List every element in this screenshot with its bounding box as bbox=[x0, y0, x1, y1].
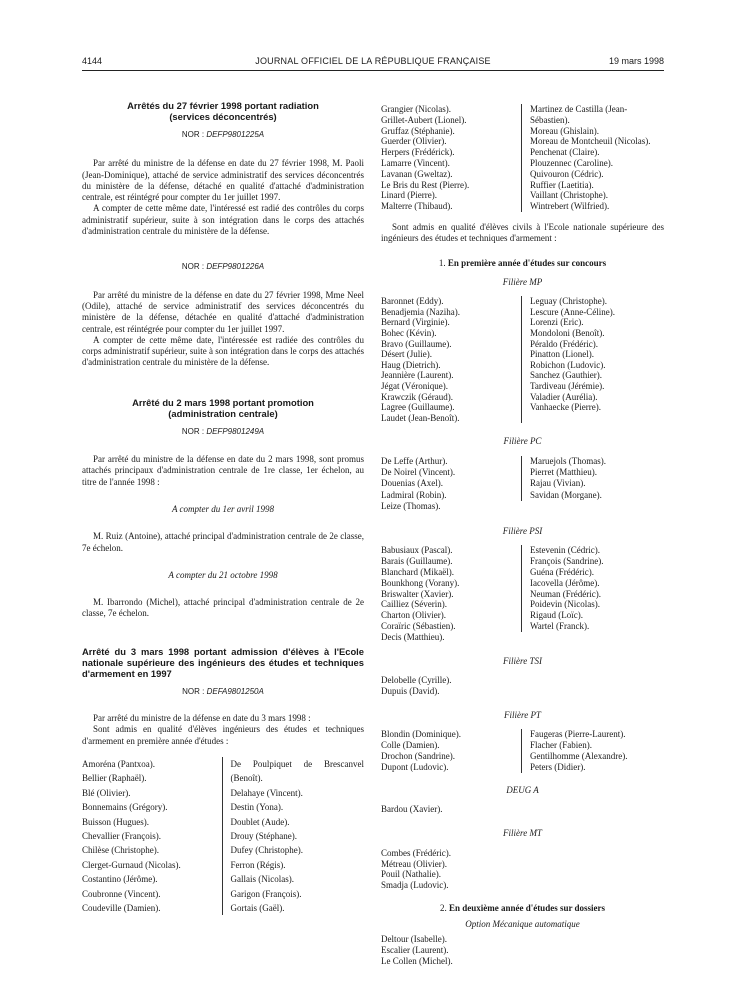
list-item: Quivouron (Cédric). bbox=[530, 168, 604, 179]
left-column bbox=[82, 100, 364, 915]
paragraph: M. Ruiz (Antoine), attaché principal d'administration centrale de 2e classe, 7e échelon. bbox=[82, 531, 364, 553]
list-item: Savidan (Morgane). bbox=[530, 489, 602, 500]
nor-code: DEFP9801225A bbox=[206, 130, 265, 139]
list-item: Guerder (Olivier). bbox=[381, 136, 447, 147]
section-number: 2. bbox=[439, 903, 447, 914]
names-column bbox=[381, 104, 515, 212]
names-column bbox=[82, 757, 216, 915]
list-item: Rigaud (Loïc). bbox=[530, 610, 583, 621]
list-item: François (Sandrine). bbox=[530, 555, 604, 566]
list-item: Ferron (Régis). bbox=[230, 859, 286, 870]
paragraph: M. Ibarrondo (Michel), attaché principal d'administration centrale de 2e classe, 7e échelon. bbox=[82, 597, 364, 619]
list-item: Bravo (Guillaume). bbox=[381, 338, 452, 349]
section-number: 1. bbox=[438, 257, 446, 268]
list-item: Dufey (Christophe). bbox=[230, 845, 303, 856]
section-heading bbox=[381, 258, 664, 269]
list-item: Le Collen (Michel). bbox=[381, 955, 453, 966]
list-item: Sanchez (Gauthier). bbox=[530, 370, 602, 381]
names-column bbox=[381, 729, 515, 773]
list-item: Ladmiral (Robin). bbox=[381, 489, 447, 500]
list-item: Barais (Guillaume). bbox=[381, 555, 453, 566]
list-item: Herpers (Frédérick). bbox=[381, 147, 455, 158]
list-item: Faugeras (Pierre-Laurent). bbox=[530, 729, 626, 740]
list-item: Jeannière (Laurent). bbox=[381, 370, 454, 381]
nor-reference bbox=[82, 426, 364, 437]
list-item: Drouy (Stéphane). bbox=[230, 830, 297, 841]
nor-reference bbox=[82, 261, 364, 272]
list-item: Grangier (Nicolas). bbox=[381, 104, 451, 114]
names-list bbox=[381, 729, 664, 773]
list-item: Plouzennec (Caroline). bbox=[530, 157, 613, 168]
date-subheading: A compter du 1er avril 1998 bbox=[171, 503, 275, 514]
article-2-title: Arrêté du 2 mars 1998 portant promotion (administration centrale) bbox=[132, 396, 314, 419]
page-header bbox=[82, 56, 664, 70]
list-item: Martinez de Castilla (Jean-Sébastien). bbox=[530, 104, 628, 125]
list-item: Combes (Frédéric). bbox=[381, 847, 451, 858]
list-item: Douenias (Axel). bbox=[381, 478, 443, 489]
list-item: Buisson (Hugues). bbox=[82, 816, 149, 827]
names-list bbox=[381, 675, 664, 697]
list-item: Laudet (Jean-Benoît). bbox=[381, 412, 460, 423]
names-column bbox=[521, 296, 664, 423]
list-item: Lescure (Anne-Céline). bbox=[530, 306, 615, 317]
list-item: Delahaye (Vincent). bbox=[230, 787, 303, 798]
list-item: Destin (Yona). bbox=[230, 802, 284, 813]
article-3-title: Arrêté du 3 mars 1998 portant admission d'élèves à l'Ecole nationale supérieure des ingénieurs des études et techniques d'armement en 1997 bbox=[82, 645, 364, 679]
list-item: Escalier (Laurent). bbox=[381, 944, 449, 955]
filiere-label: DEUG A bbox=[506, 785, 539, 796]
list-item: Le Bris du Rest (Pierre). bbox=[381, 179, 470, 190]
names-column bbox=[521, 456, 664, 502]
list-item: Benadjemia (Naziha). bbox=[381, 306, 460, 317]
list-item: Estevenin (Cédric). bbox=[530, 544, 600, 555]
nor-label: NOR : bbox=[181, 426, 205, 436]
paragraph: Par arrêté du ministre de la défense en date du 27 février 1998, M. Paoli (Jean-Dominique), attaché de service administratif des services déconcentrés du ministère de la défense, détaché en qualité d'attaché d'administration centrale, est réintégré pour compter du 1er juillet 1997. bbox=[82, 158, 364, 203]
list-item: Chilèse (Christophe). bbox=[82, 845, 159, 856]
names-list bbox=[381, 934, 664, 967]
nor-reference bbox=[82, 686, 364, 697]
list-item: Vanhaecke (Pierre). bbox=[530, 402, 601, 413]
paragraph: Sont admis en qualité d'élèves ingénieurs des études et techniques d'armement en première année d'études : bbox=[82, 724, 364, 746]
names-column bbox=[521, 729, 664, 773]
list-item: Briswalter (Xavier). bbox=[381, 588, 454, 599]
list-item: Métreau (Olivier). bbox=[381, 858, 447, 869]
nor-reference bbox=[82, 129, 364, 140]
nor-code: DEFP9801249A bbox=[206, 426, 265, 436]
date-subheading: A compter du 21 octobre 1998 bbox=[168, 569, 278, 580]
right-column bbox=[381, 104, 664, 967]
article-1-title: Arrêtés du 27 février 1998 portant radiation (services déconcentrés) bbox=[127, 100, 319, 122]
article-1-title-wrap bbox=[82, 100, 364, 122]
issue-date: 19 mars 1998 bbox=[608, 56, 664, 66]
list-item: Coubronne (Vincent). bbox=[82, 888, 161, 899]
nor-label: NOR : bbox=[181, 130, 205, 139]
list-item: Bounkhong (Vorany). bbox=[381, 577, 460, 588]
list-item: Coudeville (Damien). bbox=[82, 902, 161, 913]
list-item: Bellier (Raphaël). bbox=[82, 773, 147, 784]
section-title: En deuxième année d'études sur dossiers bbox=[448, 903, 606, 914]
list-item: Wartel (Franck). bbox=[530, 621, 590, 632]
list-item: Cailliez (Séverin). bbox=[381, 599, 447, 610]
list-item: Neuman (Frédéric). bbox=[530, 588, 601, 599]
names-column bbox=[381, 456, 515, 513]
list-item: Delobelle (Cyrille). bbox=[381, 675, 452, 686]
list-item: Gortais (Gaël). bbox=[230, 902, 285, 913]
names-column bbox=[381, 296, 515, 423]
list-item: Bernard (Virginie). bbox=[381, 317, 450, 328]
list-item: Grillet-Aubert (Lionel). bbox=[381, 114, 467, 125]
list-item: Blanchard (Mikaël). bbox=[381, 566, 454, 577]
journal-title: JOURNAL OFFICIEL DE LA RÉPUBLIQUE FRANÇAISE bbox=[255, 56, 491, 66]
list-item: Désert (Julie). bbox=[381, 349, 432, 360]
names-column bbox=[521, 545, 664, 632]
list-item: Bohec (Kévin). bbox=[381, 327, 437, 338]
list-item: Vaillant (Christophe). bbox=[530, 190, 608, 201]
list-item: Gentilhomme (Alexandre). bbox=[530, 751, 628, 762]
list-item: Baronnet (Eddy). bbox=[381, 296, 444, 307]
nor-code: DEFP9801226A bbox=[206, 262, 265, 272]
names-list bbox=[82, 757, 364, 915]
paragraph: Par arrêté du ministre de la défense en date du 3 mars 1998 : bbox=[93, 713, 311, 724]
list-item: Mondoloni (Benoît). bbox=[530, 327, 605, 338]
list-item: Costantino (Jérôme). bbox=[82, 874, 158, 885]
list-item: De Leffe (Arthur). bbox=[381, 455, 448, 466]
list-item: De Poulpiquet de Brescanvel (Benoît). bbox=[230, 758, 364, 784]
header-rule bbox=[82, 70, 664, 71]
list-item: Malterre (Thibaud). bbox=[381, 201, 453, 212]
nor-code: DEFA9801250A bbox=[206, 686, 264, 696]
list-item: Lagree (Guillaume). bbox=[381, 402, 455, 413]
names-list bbox=[381, 804, 664, 815]
list-item: Valadier (Aurélia). bbox=[530, 391, 598, 402]
list-item: Colle (Damien). bbox=[381, 740, 440, 751]
list-item: Peters (Didier). bbox=[530, 762, 586, 773]
list-item: Krawczik (Géraud). bbox=[381, 391, 453, 402]
list-item: Clerget-Gurnaud (Nicolas). bbox=[82, 859, 181, 870]
option-label: Option Mécanique automatique bbox=[465, 918, 580, 929]
list-item: Lamarre (Vincent). bbox=[381, 157, 450, 168]
list-item: Doublet (Aude). bbox=[230, 816, 290, 827]
list-item: Blondin (Dominique). bbox=[381, 729, 461, 740]
paragraph: Par arrêté du ministre de la défense en date du 2 mars 1998, sont promus attachés principaux d'administration centrale de 1re classe, 1er échelon, au titre de l'année 1998 : bbox=[82, 454, 364, 487]
list-item: Leguay (Christophe). bbox=[530, 296, 607, 307]
list-item: Dupuis (David). bbox=[381, 686, 440, 697]
filiere-label: Filière MT bbox=[503, 828, 542, 839]
list-item: Lorenzi (Eric). bbox=[530, 317, 584, 328]
list-item: Flacher (Fabien). bbox=[530, 740, 592, 751]
list-item: Maruejols (Thomas). bbox=[530, 455, 606, 466]
list-item: Moreau de Montcheuil (Nicolas). bbox=[530, 136, 651, 147]
names-column bbox=[521, 104, 664, 212]
list-item: Deltour (Isabelle). bbox=[381, 933, 447, 944]
list-item: Wintrebert (Wilfried). bbox=[530, 201, 610, 212]
list-item: Drochon (Sandrine). bbox=[381, 751, 455, 762]
list-item: Charton (Olivier). bbox=[381, 610, 446, 621]
list-item: Garigon (François). bbox=[230, 888, 302, 899]
section-title: En première année d'études sur concours bbox=[447, 257, 607, 268]
list-item: Coraïric (Sébastien). bbox=[381, 621, 456, 632]
list-item: Poidevin (Nicolas). bbox=[530, 599, 600, 610]
names-list bbox=[381, 296, 664, 423]
list-item: Iacovella (Jérôme). bbox=[530, 577, 600, 588]
list-item: Smadja (Ludovic). bbox=[381, 880, 449, 891]
paragraph: A compter de cette même date, l'intéressé est radié des contrôles du corps administratif supérieur, suite à son intégration dans le corps des attachés d'administration centrale du ministère de la défense. bbox=[82, 203, 364, 237]
filiere-label: Filière PSI bbox=[502, 525, 543, 536]
list-item: Bonnemains (Grégory). bbox=[82, 802, 168, 813]
list-item: Robichon (Ludovic). bbox=[530, 359, 606, 370]
filiere-label: Filière MP bbox=[502, 276, 543, 287]
paragraph: Sont admis en qualité d'élèves civils à l'Ecole nationale supérieure des ingénieurs des études et techniques d'armement : bbox=[381, 221, 664, 244]
list-item: Tardiveau (Jérémie). bbox=[530, 380, 605, 391]
list-item: Ruffier (Laetitia). bbox=[530, 179, 594, 190]
filiere-label: Filière PC bbox=[503, 436, 542, 447]
paragraph: Par arrêté du ministre de la défense en date du 27 février 1998, Mme Neel (Odile), attaché de service administratif des services déconcentrés du ministère de la défense, détachée en qualité d'attaché d'administration centrale, est réintégrée pour compter du 1er juillet 1997. bbox=[82, 289, 364, 334]
nor-label: NOR : bbox=[181, 262, 205, 272]
filiere-label: Filière TSI bbox=[503, 656, 542, 667]
list-item: Dupont (Ludovic). bbox=[381, 762, 449, 773]
list-item: De Noirel (Vincent). bbox=[381, 466, 456, 477]
list-item: Haug (Dietrich). bbox=[381, 359, 441, 370]
list-item: Decis (Matthieu). bbox=[381, 632, 445, 643]
names-column bbox=[222, 757, 365, 915]
list-item: Jégat (Véronique). bbox=[381, 380, 448, 391]
names-list bbox=[381, 456, 664, 513]
list-item: Guéna (Frédéric). bbox=[530, 566, 594, 577]
names-list bbox=[381, 545, 664, 643]
list-item: Gruffaz (Stéphanie). bbox=[381, 125, 455, 136]
list-item: Linard (Pierre). bbox=[381, 190, 437, 201]
list-item: Rajau (Vivian). bbox=[530, 478, 586, 489]
list-item: Babusiaux (Pascal). bbox=[381, 544, 453, 555]
list-item: Leize (Thomas). bbox=[381, 501, 441, 512]
list-item: Blé (Olivier). bbox=[82, 787, 131, 798]
article-2-title-wrap bbox=[82, 397, 364, 419]
list-item: Pinatton (Lionel). bbox=[530, 349, 594, 360]
list-item: Pierret (Matthieu). bbox=[530, 466, 597, 477]
list-item: Chevallier (François). bbox=[82, 830, 161, 841]
list-item: Bardou (Xavier). bbox=[381, 804, 443, 815]
list-item: Penchenat (Claire). bbox=[530, 147, 600, 158]
section-heading bbox=[381, 903, 664, 914]
list-item: Péraldo (Frédéric). bbox=[530, 338, 598, 349]
list-item: Lavanan (Gweltaz). bbox=[381, 168, 453, 179]
names-list bbox=[381, 848, 664, 892]
list-item: Pouil (Nathalie). bbox=[381, 869, 441, 880]
filiere-label: Filière PT bbox=[504, 710, 541, 721]
paragraph: A compter de cette même date, l'intéressée est radiée des contrôles du corps administratif supérieur, suite à son intégration dans le corps des attachés d'administration centrale du ministère de la défense. bbox=[82, 334, 364, 368]
page-number: 4144 bbox=[82, 56, 103, 66]
nor-label: NOR : bbox=[182, 686, 205, 696]
names-list bbox=[381, 104, 664, 212]
list-item: Gallais (Nicolas). bbox=[230, 874, 294, 885]
names-column bbox=[381, 545, 515, 643]
list-item: Amoréna (Pantxoa). bbox=[82, 758, 155, 769]
list-item: Moreau (Ghislain). bbox=[530, 125, 599, 136]
